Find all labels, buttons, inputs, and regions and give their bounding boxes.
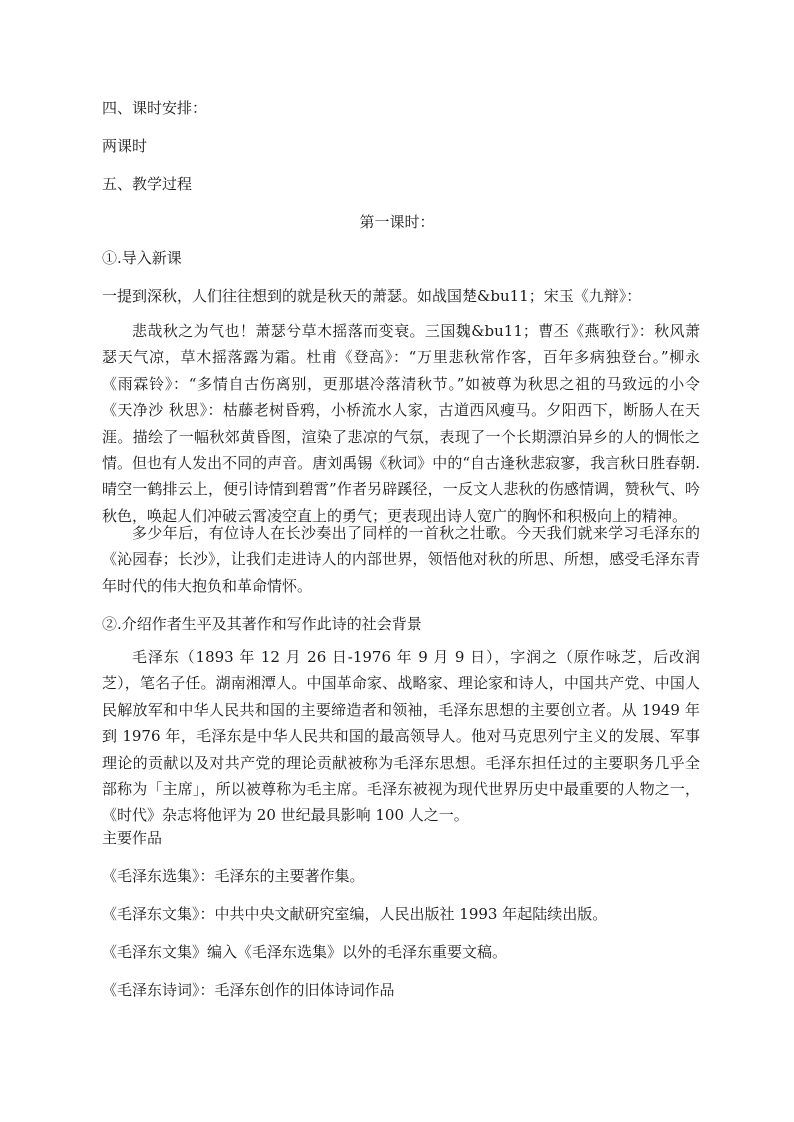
heading-schedule: 四、课时安排： xyxy=(102,99,208,117)
works-item: 《毛泽东文集》编入《毛泽东选集》以外的毛泽东重要文稿。 xyxy=(102,943,508,961)
paragraph-transition: 多少年后，有位诗人在长沙奏出了同样的一首秋之壮歌。今天我们就来学习毛泽东的《沁园春；长沙》，让我们走进诗人的内部世界，领悟他对秋的所思、所想，感受毛泽东青年时代的伟大抱负和革命情怀。 xyxy=(102,524,700,595)
paragraph-poems: 悲哉秋之为气也！萧瑟兮草木摇落而变衰。三国魏&bu11；曹丕《燕歌行》：秋风萧瑟天气凉，草木摇落露为霜。杜甫《登高》：“万里悲秋常作客，百年多病独登台。”柳永《雨霖铃》：“多情自古伤离别，更那堪冷落清秋节。”如被尊为秋思之祖的马致远的小令《天净沙 秋思》：枯藤老树昏鸦，小桥流水人家，古道西风瘦马。夕阳西下，断肠人在天涯。描绘了一幅秋郊黄昏图，渲染了悲凉的气氛，表现了一个长期漂泊异乡的人的惆怅之情。但也有人发出不同的声音。唐刘禹锡《秋词》中的“自古逢秋悲寂寥，我言秋日胜春朝.晴空一鹤排云上，便引诗情到碧霄”作者另辟蹊径，一反文人悲秋的伤感情调，赞秋气、吟秋色，唤起人们冲破云霄凌空直上的勇气；更表现出诗人宽广的胸怀和积极向上的精神。 xyxy=(102,322,700,525)
heading-process: 五、教学过程 xyxy=(102,175,193,193)
works-item: 《毛泽东文集》：中共中央文献研究室编，人民出版社 1993 年起陆续出版。 xyxy=(102,905,608,923)
works-item: 《毛泽东诗词》：毛泽东创作的旧体诗词作品 xyxy=(102,981,395,999)
paragraph-biography: 毛泽东（1893 年 12 月 26 日-1976 年 9 月 9 日），字润之（原作咏芝，后改润芝），笔名子任。湖南湘潭人。中国革命家、战略家、理论家和诗人，中国共产党、中国人民解放军和中华人民共和国的主要缔造者和领袖，毛泽东思想的主要创立者。从 1949 年到 1976 年，毛泽东是中华人民共和国的最高领导人。他对马克思列宁主义的发展、军事理论的贡献以及对共产党的理论贡献被称为毛泽东思想。毛泽东担任过的主要职务几乎全部称为「主席」，所以被尊称为毛主席。毛泽东被视为现代世界历史中最重要的人物之一，《时代》杂志将他评为 20 世纪最具影响 100 人之一。 xyxy=(102,648,700,825)
intro-line: 一提到深秋，人们往往想到的就是秋天的萧瑟。如战国楚&bu11；宋玉《九辩》： xyxy=(102,287,642,305)
step2-title: ②.介绍作者生平及其著作和写作此诗的社会背景 xyxy=(102,615,422,633)
schedule-value: 两课时 xyxy=(102,137,148,155)
step1-title: ①.导入新课 xyxy=(102,249,182,267)
works-heading: 主要作品 xyxy=(102,829,163,847)
works-item: 《毛泽东选集》：毛泽东的主要著作集。 xyxy=(102,867,365,885)
lesson-title: 第一课时： xyxy=(359,213,435,231)
